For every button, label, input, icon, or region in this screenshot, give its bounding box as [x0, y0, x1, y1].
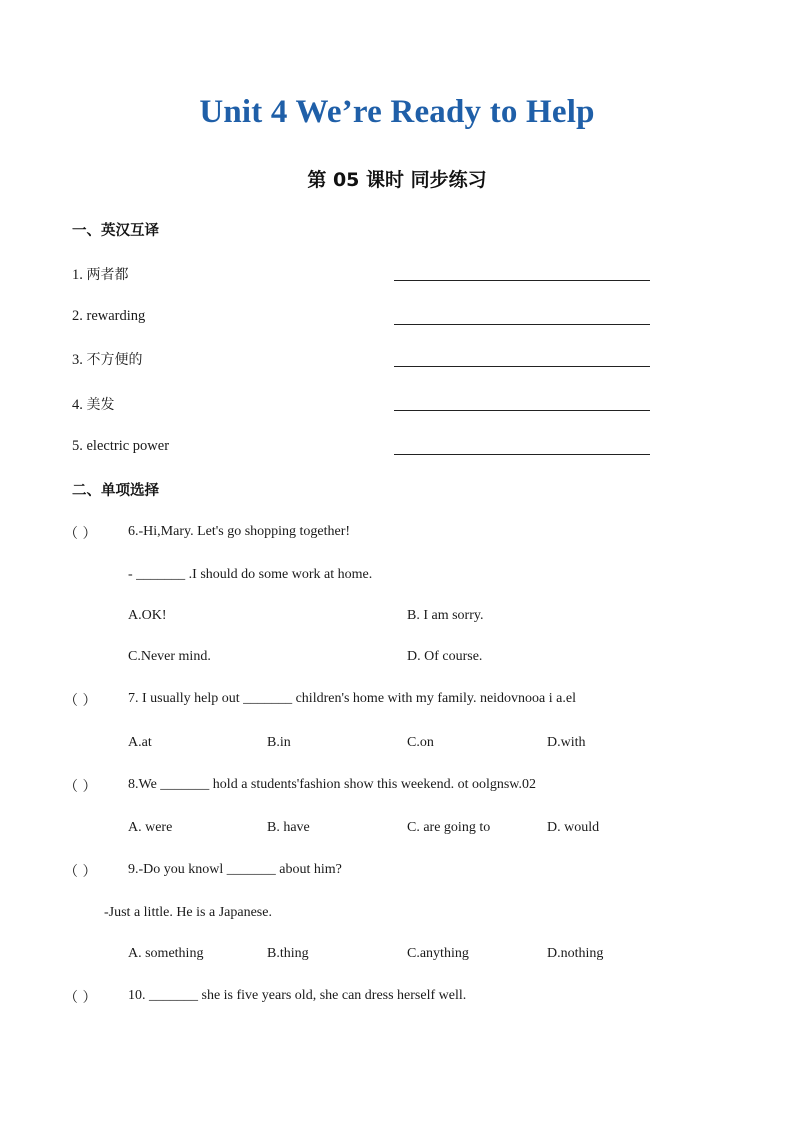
translation-item-2: [72, 308, 145, 325]
lesson-subtitle: 第 05 课时 同步练习: [307, 169, 487, 191]
question-7-option-d[interactable]: D.with: [547, 735, 586, 750]
question-7-option-a[interactable]: A.at: [128, 735, 152, 750]
question-7-option-c[interactable]: C.on: [407, 735, 434, 750]
item-number: 1.: [72, 267, 83, 283]
question-7-stem: 7. I usually help out _______ children's home with my family. neidovnooa i a.el: [128, 691, 576, 706]
translation-item-3: [72, 349, 143, 369]
question-9-option-a[interactable]: A. something: [128, 946, 204, 961]
question-9-option-c[interactable]: C.anything: [407, 946, 469, 961]
item-text: 不方便的: [86, 352, 143, 368]
answer-paren-9[interactable]: （ ）: [64, 864, 97, 880]
item-text: rewarding: [86, 308, 146, 324]
question-6-stem: 6.-Hi,Mary. Let's go shopping together!: [128, 524, 351, 539]
translation-item-1: [72, 264, 129, 284]
question-8-option-b[interactable]: B. have: [267, 820, 310, 835]
answer-blank-2[interactable]: [394, 324, 650, 325]
question-7-option-b[interactable]: B.in: [267, 735, 291, 750]
item-number: 2.: [72, 308, 83, 324]
question-6-option-d[interactable]: D. Of course.: [407, 649, 483, 664]
question-8-option-a[interactable]: A. were: [128, 820, 173, 835]
question-9-line2: -Just a little. He is a Japanese.: [104, 905, 272, 920]
answer-paren-10[interactable]: （ ）: [64, 990, 97, 1006]
question-6-option-c[interactable]: C.Never mind.: [128, 649, 211, 664]
answer-blank-4[interactable]: [394, 410, 650, 411]
section-heading-multiple-choice: 二、单项选择: [72, 483, 159, 499]
question-9-option-b[interactable]: B.thing: [267, 946, 309, 961]
item-text: electric power: [86, 438, 170, 454]
answer-blank-3[interactable]: [394, 366, 650, 367]
translation-item-4: [72, 394, 115, 414]
item-text: 美发: [86, 397, 115, 413]
question-6-line2: - _______ .I should do some work at home.: [128, 567, 373, 582]
item-text: 两者都: [86, 267, 129, 283]
item-number: 3.: [72, 352, 83, 368]
answer-paren-7[interactable]: （ ）: [64, 693, 97, 709]
item-number: 4.: [72, 397, 83, 413]
question-9-stem: 9.-Do you knowl _______ about him?: [128, 862, 342, 877]
item-number: 5.: [72, 438, 83, 454]
question-6-option-a[interactable]: A.OK!: [128, 608, 167, 623]
answer-blank-5[interactable]: [394, 454, 650, 455]
question-10-stem: 10. _______ she is five years old, she can dress herself well.: [128, 988, 467, 1003]
translation-item-5: [72, 438, 169, 455]
answer-paren-8[interactable]: （ ）: [64, 779, 97, 795]
page-title: Unit 4 We’re Ready to Help: [199, 94, 595, 130]
question-9-option-d[interactable]: D.nothing: [547, 946, 604, 961]
question-6-option-b[interactable]: B. I am sorry.: [407, 608, 484, 623]
section-heading-translation: 一、英汉互译: [72, 223, 159, 239]
question-8-option-c[interactable]: C. are going to: [407, 820, 491, 835]
question-8-stem: 8.We _______ hold a students'fashion show this weekend. ot oolgnsw.02: [128, 777, 537, 792]
answer-blank-1[interactable]: [394, 280, 650, 281]
question-8-option-d[interactable]: D. would: [547, 820, 600, 835]
answer-paren-6[interactable]: （ ）: [64, 526, 97, 542]
